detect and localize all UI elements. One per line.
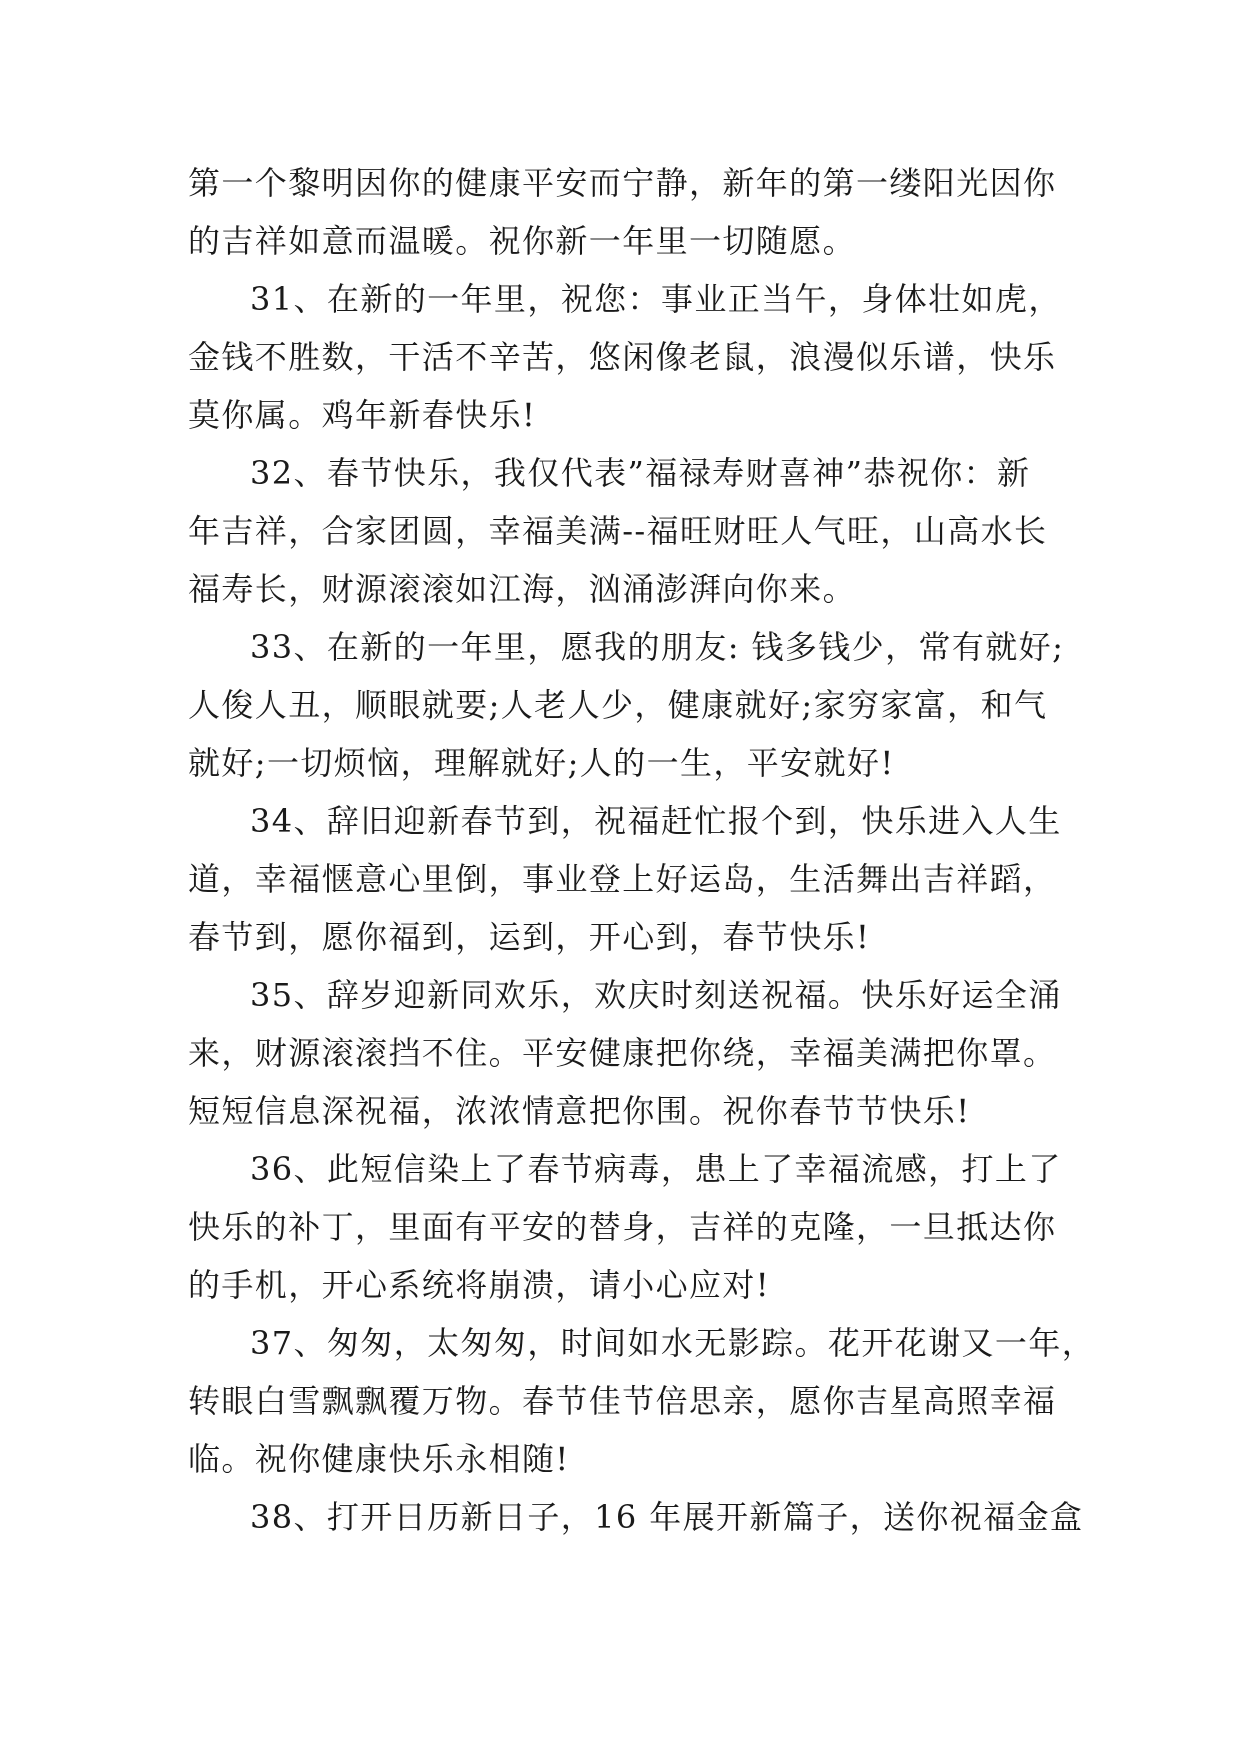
text-line: 人俊人丑，顺眼就要;人老人少，健康就好;家穷家富，和气 [188,686,1048,724]
paragraph-start-line: 34、辞旧迎新春节到，祝福赶忙报个到，快乐进入人生 [250,802,1062,840]
text-line: 年吉祥，合家团圆，幸福美满--福旺财旺人气旺，山高水长 [188,512,1048,550]
paragraph-start-line: 38、打开日历新日子，16 年展开新篇子，送你祝福金盒 [250,1498,1084,1536]
paragraph-start-line: 36、此短信染上了春节病毒，患上了幸福流感，打上了 [250,1150,1062,1188]
paragraph-start-line: 31、在新的一年里，祝您：事业正当午，身体壮如虎， [250,280,1062,318]
text-line: 莫你属。鸡年新春快乐! [188,396,537,434]
text-line: 临。祝你健康快乐永相随! [188,1440,570,1478]
paragraph-start-line: 32、春节快乐，我仅代表”福禄寿财喜神”恭祝你：新 [250,454,1031,492]
paragraph-start-line: 37、匆匆，太匆匆，时间如水无影踪。花开花谢又一年， [250,1324,1096,1362]
text-line: 短短信息深祝福，浓浓情意把你围。祝你春节节快乐! [188,1092,971,1130]
paragraph-start-line: 33、在新的一年里，愿我的朋友: 钱多钱少，常有就好; [250,628,1065,666]
text-line: 道，幸福惬意心里倒，事业登上好运岛，生活舞出吉祥蹈， [188,860,1057,898]
text-line: 的吉祥如意而温暖。祝你新一年里一切随愿。 [188,222,857,260]
text-line: 第一个黎明因你的健康平安而宁静，新年的第一缕阳光因你 [188,164,1057,202]
text-line: 来，财源滚滚挡不住。平安健康把你绕，幸福美满把你罩。 [188,1034,1057,1072]
text-line: 的手机，开心系统将崩溃，请小心应对! [188,1266,771,1304]
text-line: 春节到，愿你福到，运到，开心到，春节快乐! [188,918,871,956]
paragraph-start-line: 35、辞岁迎新同欢乐，欢庆时刻送祝福。快乐好运全涌 [250,976,1062,1014]
text-line: 转眼白雪飘飘覆万物。春节佳节倍思亲，愿你吉星高照幸福 [188,1382,1057,1420]
text-line: 福寿长，财源滚滚如江海，汹涌澎湃向你来。 [188,570,857,608]
document-body [188,154,1096,1546]
text-line: 快乐的补丁，里面有平安的替身，吉祥的克隆，一旦抵达你 [188,1208,1057,1246]
text-line: 就好;一切烦恼，理解就好;人的一生，平安就好! [188,744,895,782]
text-line: 金钱不胜数，干活不辛苦，悠闲像老鼠，浪漫似乐谱，快乐 [188,338,1057,376]
